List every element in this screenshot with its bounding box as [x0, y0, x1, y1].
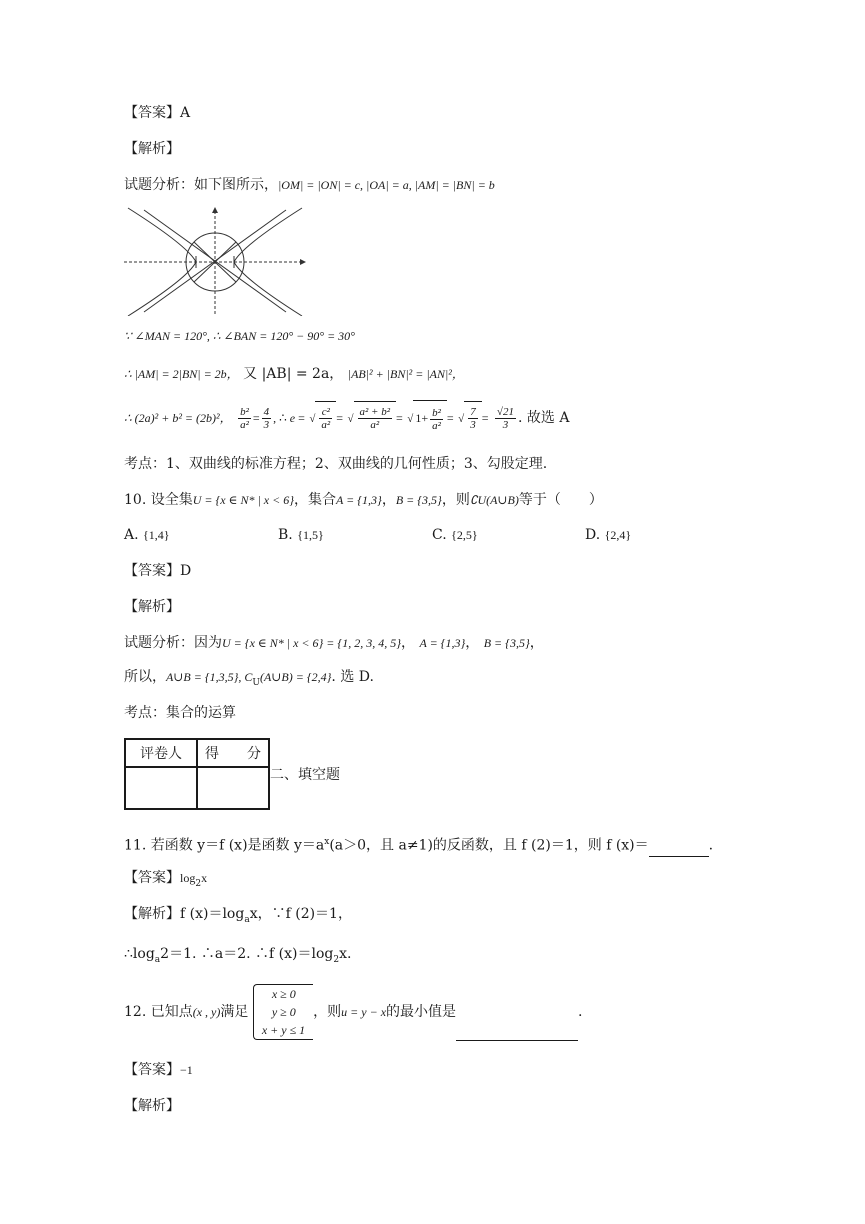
- analysis-tag-q9: 【解析】: [124, 141, 180, 157]
- score-table: [124, 738, 270, 810]
- kaodian-q9: 考点：1、双曲线的标准方程；2、双曲线的几何性质；3、勾股定理.: [124, 456, 548, 472]
- analysis-q10: 试题分析：因为U = {x ∈ N* | x < 6} = {1, 2, 3, 4, 5}， A = {1,3}， B = {3,5}，: [124, 635, 544, 651]
- x-axis-arrow: [300, 259, 306, 265]
- so-line-q10: 所以，A∪B = {1,3,5}, $C_U(A\cup B) = \{2,4\}$. 选 D.: [124, 669, 374, 688]
- frac-4-3: $\frac{4}{3}$: [263, 405, 270, 431]
- section-title-fill-blank: 二、填空题: [270, 767, 340, 783]
- given-equation: |OM| = |ON| = c, |OA| = a, |AM| = |BN| = b: [278, 178, 495, 192]
- option-b[interactable]: B. {1,5}: [278, 527, 324, 543]
- grader-cell[interactable]: [125, 767, 197, 809]
- frac-b2-a2: $\frac{\text{b²}}{\text{a²}}$: [240, 405, 249, 431]
- option-c[interactable]: C. {2,5}: [432, 527, 478, 543]
- analysis-intro-q9: 试题分析：如下图所示，|OM| = |ON| = c, |OA| = a, |AM| = |BN| = b: [124, 177, 495, 193]
- eccentricity-line: ∴ (2a)² + b² = (2b)²， $\frac{\text{b²}}{\text{a²}}$ = $\frac{4}{3}$ , ∴ e = √ $\frac{\text{c²}}{\text{a²}}$ = √ $\frac{\text{a² + b²}}{\text{a²}}$ = √ 1+ $\frac{\text{b²}}{\text{a²}}$ = √ $\frac{7}{3}$ = $\frac{√21}{3}$ . 故选 A: [124, 400, 569, 436]
- answer-blank-12[interactable]: [456, 984, 578, 1041]
- answer-blank-11[interactable]: [649, 836, 709, 857]
- angle-line: ∵ ∠MAN = 120°, ∴ ∠BAN = 120° − 90° = 30°: [124, 329, 355, 343]
- sqrt-1-b2-a2: √ 1+ $\frac{\text{b²}}{\text{a²}}$: [407, 400, 447, 436]
- answer-q12: 【答案】−1: [124, 1062, 193, 1078]
- sqrt-c2-a2: √ $\frac{\text{c²}}{\text{a²}}$: [309, 401, 336, 436]
- kaodian-q10: 考点：集合的运算: [124, 705, 236, 721]
- constraint-system: x ≥ 0 y ≥ 0 x + y ≤ 1: [253, 984, 313, 1040]
- analysis-tag-q12: 【解析】: [124, 1098, 180, 1114]
- question-11-stem: 11. 若函数 y＝f (x)是函数 $y=a^x(a>0$，且 a≠1)的反函数，且 f (2)＝1，则 f (x)＝ .: [124, 832, 713, 857]
- answer-q11: 【答案】$\log_2x$: [124, 870, 208, 889]
- score-cell[interactable]: [197, 767, 269, 809]
- y-axis-arrow: [212, 207, 218, 213]
- frac-sqrt21-3: $\frac{√21}{3}$: [496, 405, 514, 431]
- sqrt-7-3: √ $\frac{7}{3}$: [458, 401, 482, 436]
- analysis-tag-q10: 【解析】: [124, 599, 180, 615]
- score-header: 得 分: [197, 739, 269, 767]
- question-10-stem: 10. 设全集U = {x ∈ N* | x < 6}，集合A = {1,3}，B = {3,5}，则∁U(A∪B)等于（ ）: [124, 492, 603, 508]
- analysis-q11-line2: $\therefore\log_a2=1$. ∴a＝2. ∴f $(x)=\log_2x$.: [124, 946, 352, 965]
- sqrt-a2b2-a2: √ $\frac{\text{a² + b²}}{\text{a²}}$: [347, 401, 396, 436]
- option-d[interactable]: D. {2,4}: [585, 527, 632, 543]
- answer-q10: 【答案】D: [124, 563, 192, 579]
- question-12-stem: 12. 已知点(x , y)满足 x ≥ 0 y ≥ 0 x + y ≤ 1 ，则u = y − x的最小值是 .: [124, 984, 582, 1041]
- option-a[interactable]: A. {1,4}: [124, 527, 170, 543]
- grader-header: 评卷人: [125, 739, 197, 767]
- lengths-line: ∴ |AM| = 2|BN| = 2b， 又 |AB| = 2a， |AB|² + |BN|² = |AN|²，: [124, 366, 464, 382]
- answer-q9: 【答案】A: [124, 105, 191, 121]
- analysis-q11: 【解析】f $(x)=\log_ax$，∵f (2)＝1，: [124, 906, 352, 925]
- hyperbola-figure: [124, 206, 306, 316]
